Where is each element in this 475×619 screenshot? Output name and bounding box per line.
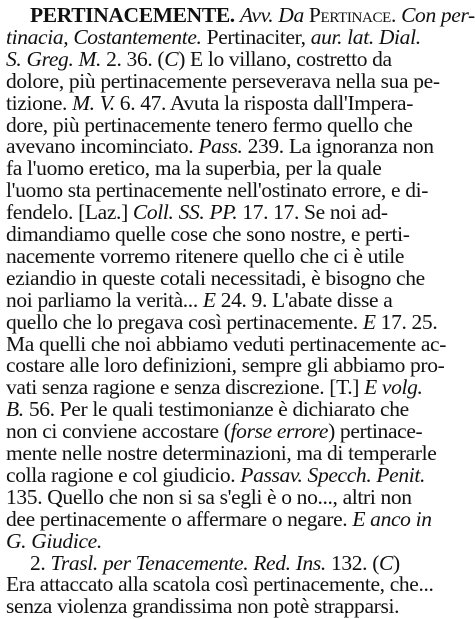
text-run: dolore, più pertinacemente perseverava nella sua pe-	[6, 68, 440, 93]
text-run: 135. Quello che non si sa s'egli è o no..., altri non	[6, 484, 412, 509]
text-run: Ma quelli che noi abbiamo veduti pertinacemente ac-	[6, 331, 447, 356]
text-run: dimandiamo quelle cose che sono nostre, e perti-	[6, 222, 410, 246]
text-run: Pertinaciter,	[201, 24, 311, 49]
text-run: 132. (	[325, 550, 380, 575]
text-line	[6, 593, 466, 619]
text-run: fa l'uomo eretico, ma la superbia, per la quale	[6, 156, 382, 181]
italic-text: C	[164, 46, 179, 71]
italic-text: E	[362, 309, 376, 334]
text-run: )	[393, 550, 400, 575]
text-run: mente nelle nostre determinazioni, ma di temperarle	[6, 441, 437, 465]
text-run: l'uomo sta pertinacemente nell'ostinato errore, e di-	[6, 178, 429, 203]
text-run: colla ragione e col giudicio.	[6, 462, 241, 487]
italic-text: Avv. Da	[239, 3, 309, 27]
text-run: quello che lo pregava così pertinacemente.	[6, 309, 363, 334]
italic-text: C	[379, 550, 394, 575]
text-run: eziandio in queste cotali necessitadi, è bisogno che	[6, 265, 425, 290]
small-caps-text: Pertinace	[308, 3, 391, 27]
text-run: 2. 36. (	[101, 46, 165, 71]
text-run: avevano incominciato.	[6, 134, 199, 159]
text-run: dee pertinacemente o affermare o negare.	[6, 506, 353, 531]
text-run: vati senza ragione e senza discrezione. [T.]	[6, 375, 365, 400]
text-run: non ci conviene accostare (	[6, 419, 231, 444]
text-run: 17. 17. Se noi ad-	[237, 200, 388, 225]
italic-text: S. Greg. M.	[6, 46, 102, 71]
text-run: Era attaccato alla scatola così pertinacemente, che...	[6, 572, 434, 597]
italic-text: Coll. SS. PP.	[132, 200, 238, 225]
text-run: 56. Per le quali testimonianze è dichiarato che	[23, 397, 409, 422]
text-run: 239. La ignoranza non	[242, 134, 434, 159]
italic-text: E	[202, 287, 216, 312]
italic-text: forse errore	[230, 419, 329, 444]
italic-text: aur. lat. Dial.	[310, 24, 421, 49]
italic-text: Pass.	[198, 134, 243, 159]
italic-text: Passav. Specch. Penit.	[240, 462, 426, 487]
italic-text: M. V.	[72, 90, 115, 115]
text-run: nacemente vorremo ritenere quello che ci è utile	[6, 243, 405, 268]
text-run: ) E lo villano, costretto da	[178, 46, 392, 71]
text-run: .	[391, 3, 402, 27]
italic-text: Con per-	[401, 3, 475, 27]
italic-text: E volg.	[364, 375, 423, 400]
text-run: 17. 25.	[375, 309, 438, 334]
text-run: fendelo. [Laz.]	[6, 200, 133, 225]
italic-text: G. Giudice.	[6, 528, 102, 553]
italic-text: Trasl. per Tenacemente. Red. Ins.	[50, 550, 326, 575]
italic-text: B.	[6, 397, 24, 422]
text-run: ) pertinace-	[328, 419, 423, 444]
text-run: 24. 9. L'abate disse a	[215, 287, 393, 312]
text-run: noi parliamo la verità...	[6, 287, 203, 312]
text-run: 2.	[30, 550, 51, 575]
italic-text: E anco in	[352, 506, 432, 531]
headword: PERTINACEMENTE.	[30, 3, 235, 27]
text-run: senza violenza grandissima non potè strapparsi.	[6, 594, 400, 619]
text-run: tizione.	[6, 90, 73, 115]
text-run: 6. 47. Avuta la risposta dall'Impera-	[114, 90, 414, 115]
text-run: dore, più pertinacemente tenero fermo quello che	[6, 112, 413, 137]
italic-text: tinacia, Costantemente.	[6, 24, 202, 49]
text-run: costare alle loro definizioni, sempre gli abbiamo pro-	[6, 353, 445, 378]
